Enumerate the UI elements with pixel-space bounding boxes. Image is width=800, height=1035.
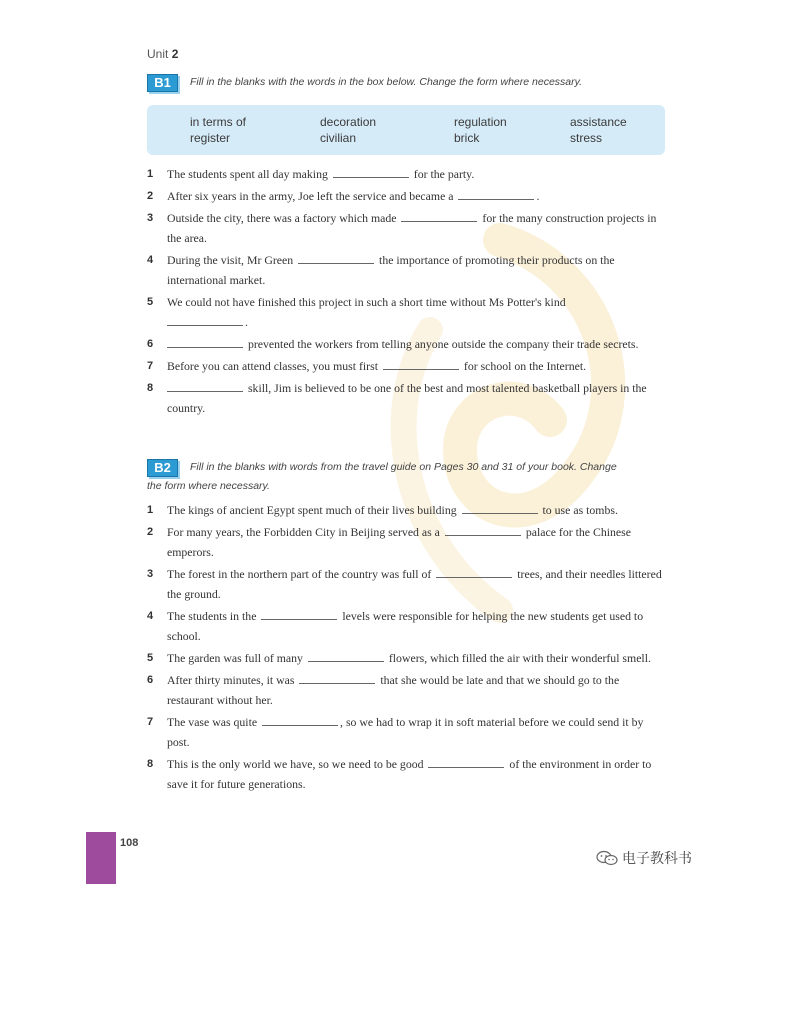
exercise-item <box>147 356 665 376</box>
exercise-item <box>147 754 665 794</box>
word-box-word: decoration <box>320 115 377 129</box>
item-number: 6 <box>147 338 154 350</box>
answer-blank[interactable] <box>333 165 409 178</box>
answer-blank[interactable] <box>383 357 459 370</box>
page-number: 108 <box>120 837 139 849</box>
item-text: for the party. <box>410 167 475 181</box>
item-number: 5 <box>147 652 154 664</box>
exercise-item <box>147 564 665 604</box>
exercise-item <box>147 648 665 668</box>
section-b2-header <box>147 458 667 495</box>
section-b1-items <box>147 164 665 420</box>
wechat-icon <box>596 850 618 866</box>
word-box-word: civilian <box>320 131 357 145</box>
answer-blank[interactable] <box>261 607 337 620</box>
item-number: 3 <box>147 212 154 224</box>
item-number: 5 <box>147 296 154 308</box>
exercise-item <box>147 670 665 710</box>
answer-blank[interactable] <box>428 755 504 768</box>
item-text: for school on the Internet. <box>460 359 587 373</box>
item-text: The forest in the northern part of the country was full of <box>167 567 435 581</box>
exercise-item <box>147 250 665 290</box>
item-number: 4 <box>147 610 154 622</box>
unit-prefix: Unit <box>147 47 172 61</box>
item-text: flowers, which filled the air with their wonderful smell. <box>385 651 651 665</box>
item-text: levels were responsible for helping the new students get used to school. <box>167 609 644 643</box>
exercise-item <box>147 606 665 646</box>
answer-blank[interactable] <box>445 523 521 536</box>
item-number: 8 <box>147 382 154 394</box>
word-box-word: regulation <box>454 115 507 129</box>
section-b2-instruction-cont: the form where necessary. <box>147 480 270 492</box>
section-b1-instruction: Fill in the blanks with the words in the box below. Change the form where necessary. <box>190 76 583 88</box>
section-b1-header <box>147 73 667 92</box>
word-box-word: brick <box>454 131 480 145</box>
item-text: After six years in the army, Joe left the service and became a <box>167 189 457 203</box>
unit-number: 2 <box>171 47 179 61</box>
watermark-text: 电子教科书 <box>622 851 692 867</box>
answer-blank[interactable] <box>458 187 534 200</box>
item-text: prevented the workers from telling anyone outside the company their trade secrets. <box>245 337 639 351</box>
word-box <box>147 105 665 155</box>
answer-blank[interactable] <box>298 251 374 264</box>
item-number: 3 <box>147 568 154 580</box>
exercise-item <box>147 334 665 354</box>
answer-blank[interactable] <box>462 501 538 514</box>
exercise-item <box>147 164 665 184</box>
item-number: 2 <box>147 526 154 538</box>
exercise-item <box>147 186 665 206</box>
item-text: trees, and their needles littered the ground. <box>167 567 662 601</box>
answer-blank[interactable] <box>436 565 512 578</box>
page-tab-bar <box>86 832 116 884</box>
section-b2-instruction: Fill in the blanks with words from the travel guide on Pages 30 and 31 of your book. Change <box>190 461 617 473</box>
item-text: that she would be late and that we should go to the restaurant without her. <box>167 673 620 707</box>
answer-blank[interactable] <box>167 379 243 392</box>
item-text: , so we had to wrap it in soft material before we could send it by post. <box>167 715 644 749</box>
item-text: . <box>536 189 540 203</box>
item-text: Outside the city, there was a factory which made <box>167 211 400 225</box>
exercise-item <box>147 500 665 520</box>
word-box-word: register <box>190 131 231 145</box>
answer-blank[interactable] <box>167 335 243 348</box>
section-b2-items <box>147 500 665 796</box>
section-b1-badge: B1 <box>147 74 178 92</box>
section-b2-badge: B2 <box>147 459 178 477</box>
item-number: 6 <box>147 674 154 686</box>
item-text: skill, Jim is believed to be one of the best and most talented basketball players in the country. <box>167 381 647 415</box>
word-box-word: in terms of <box>190 115 247 129</box>
item-text: This is the only world we have, so we need to be good <box>167 757 427 771</box>
answer-blank[interactable] <box>262 713 338 726</box>
watermark <box>596 848 692 868</box>
answer-blank[interactable] <box>167 313 243 326</box>
exercise-item <box>147 292 665 332</box>
item-text: for the many construction projects in the area. <box>167 211 657 245</box>
answer-blank[interactable] <box>401 209 477 222</box>
word-box-word: stress <box>570 131 603 145</box>
item-number: 8 <box>147 758 154 770</box>
item-text: We could not have finished this project in such a short time without Ms Potter's kind <box>167 295 566 309</box>
item-text: The vase was quite <box>167 715 261 729</box>
item-text: to use as tombs. <box>539 503 618 517</box>
item-text: The garden was full of many <box>167 651 306 665</box>
item-text: The students in the <box>167 609 260 623</box>
exercise-item <box>147 712 665 752</box>
item-number: 4 <box>147 254 154 266</box>
item-text: For many years, the Forbidden City in Beijing served as a <box>167 525 443 539</box>
exercise-item <box>147 522 665 562</box>
item-number: 1 <box>147 504 154 516</box>
item-text: During the visit, Mr Green <box>167 253 297 267</box>
item-text: . <box>245 315 248 329</box>
item-text: The students spent all day making <box>167 167 331 181</box>
item-text: palace for the Chinese emperors. <box>167 525 631 559</box>
item-text: Before you can attend classes, you must first <box>167 359 381 373</box>
item-text: the importance of promoting their products on the international market. <box>167 253 615 287</box>
unit-label <box>147 47 178 61</box>
word-box-word: assistance <box>570 115 627 129</box>
answer-blank[interactable] <box>308 649 384 662</box>
exercise-item <box>147 208 665 248</box>
item-number: 1 <box>147 168 154 180</box>
answer-blank[interactable] <box>299 671 375 684</box>
item-text: After thirty minutes, it was <box>167 673 298 687</box>
item-text: The kings of ancient Egypt spent much of their lives building <box>167 503 460 517</box>
item-number: 7 <box>147 360 154 372</box>
exercise-item <box>147 378 665 418</box>
item-number: 2 <box>147 190 154 202</box>
item-number: 7 <box>147 716 154 728</box>
item-text: of the environment in order to save it for future generations. <box>167 757 652 791</box>
